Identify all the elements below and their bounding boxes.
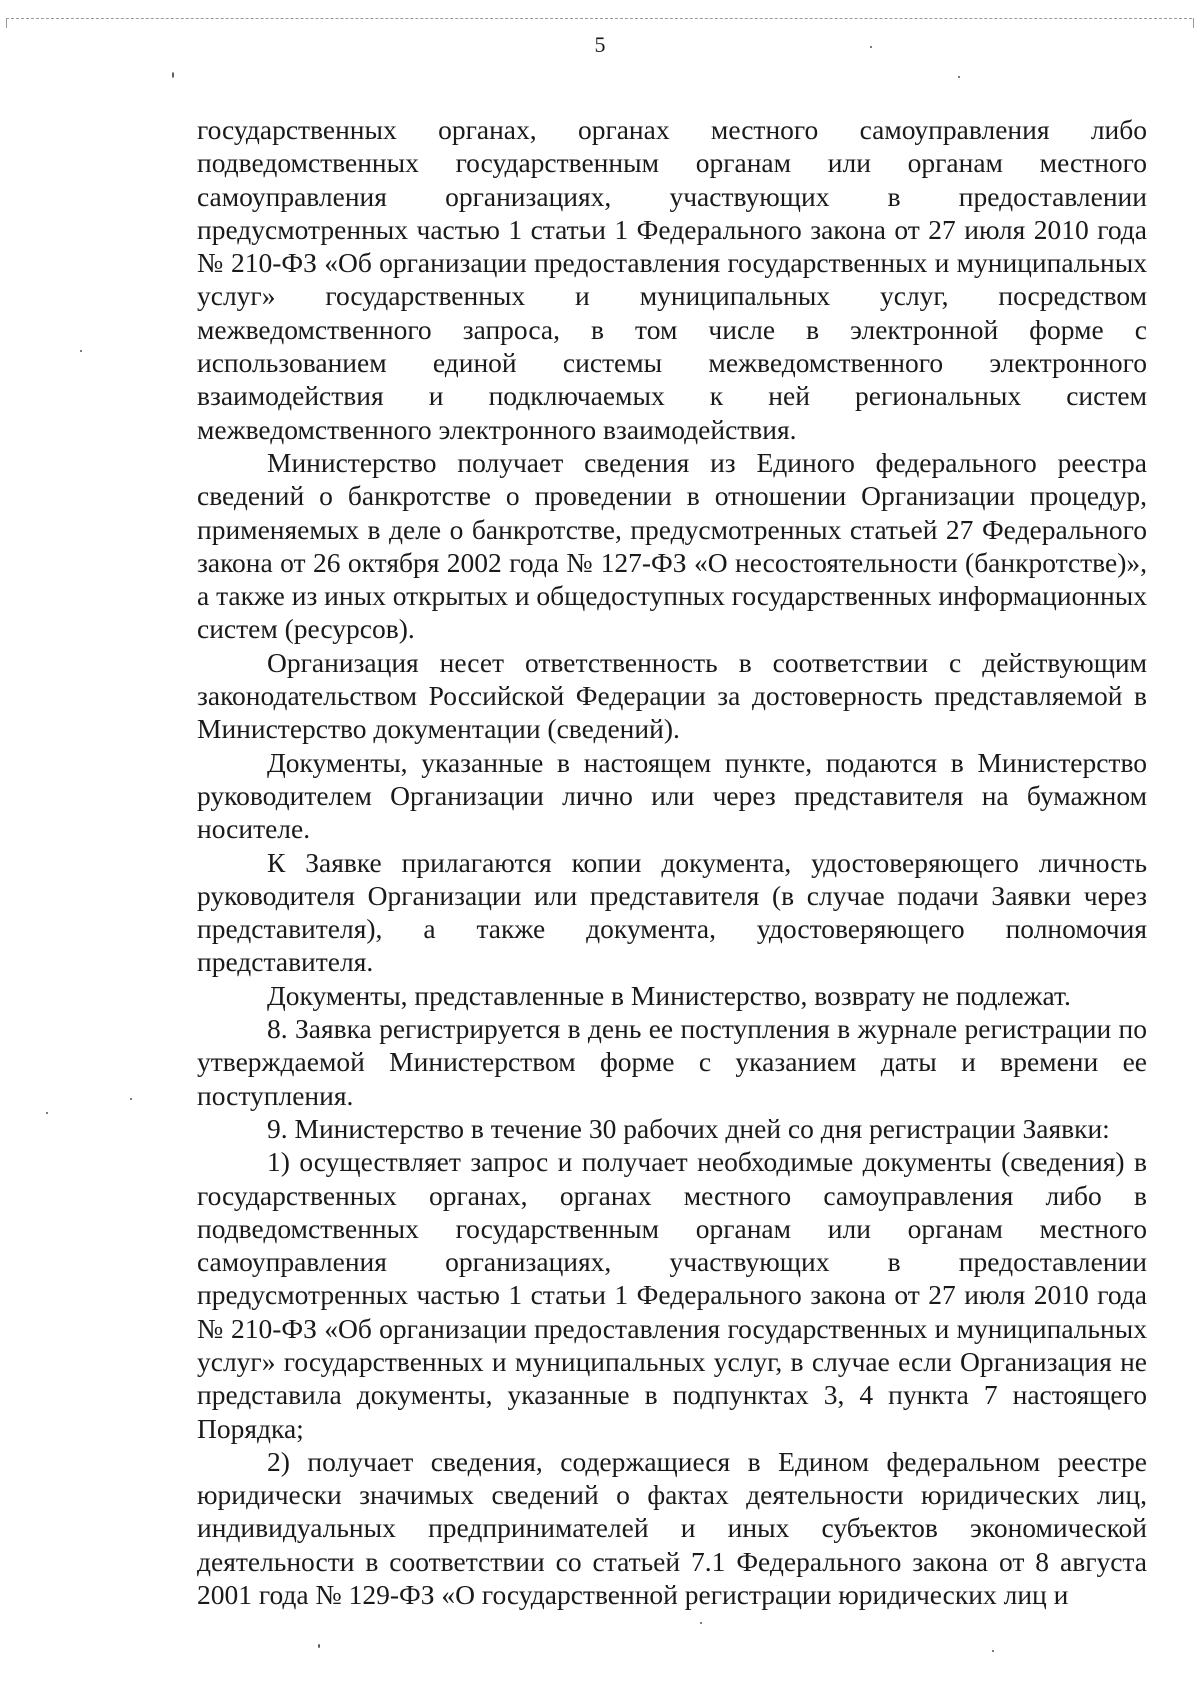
paragraph-item-8: 8. Заявка регистрируется в день ее поступления в журнале регистрации по утверждаемой Министерством форме с указанием даты и времени ее поступления. bbox=[197, 1013, 1147, 1111]
paragraph-subitem-2: 2) получает сведения, содержащиеся в Едином федеральном реестре юридически значимых сведений о фактах деятельности юридических лиц, индивидуальных предпринимателей и иных субъектов экономической деятельности в соответствии со статьей 7.1 Федерального закона от 8 августа 2001 года № 129-ФЗ «О государственной регистрации юридических лиц и bbox=[197, 1445, 1147, 1611]
paragraph-subitem-1: 1) осуществляет запрос и получает необходимые документы (сведения) в государственных органах, органах местного самоуправления либо в подведомственных государственным органам или органам местного самоуправления организациях, участвующих в предоставлении предусмотренных частью 1 статьи 1 Федерального закона от 27 июля 2010 года № 210-ФЗ «Об организации предоставления государственных и муниципальных услуг» государственных и муниципальных услуг, в случае если Организация не представила документы, указанные в подпунктах 3, 4 пункта 7 настоящего Порядка; bbox=[197, 1146, 1147, 1444]
scan-speck bbox=[958, 76, 960, 78]
paragraph-submission: Документы, указанные в настоящем пункте, подаются в Министерство руководителем Организации лично или через представителя на бумажном носителе. bbox=[197, 746, 1147, 845]
paragraph-attachments: К Заявке прилагаются копии документа, удостоверяющего личность руководителя Организации или представителя (в случае подачи Заявки через представителя), а также документа, удостоверяющего полномочия представителя. bbox=[197, 846, 1147, 978]
scan-speck bbox=[46, 1112, 48, 1114]
scan-speck bbox=[80, 350, 82, 352]
paragraph-responsibility: Организация несет ответственность в соответствии с действующим законодательством Российской Федерации за достоверность представляемой в Министерство документации (сведений). bbox=[197, 646, 1147, 745]
document-body bbox=[197, 113, 1147, 1611]
paragraph-continuation: государственных органах, органах местного самоуправления либо подведомственных государственным органам или органам местного самоуправления организациях, участвующих в предоставлении предусмотренных частью 1 статьи 1 Федерального закона от 27 июля 2010 года № 210-ФЗ «Об организации предоставления государственных и муниципальных услуг» государственных и муниципальных услуг, посредством межведомственного запроса, в том числе в электронной форме с использованием единой системы межведомственного электронного взаимодействия и подключаемых к ней региональных систем межведомственного электронного взаимодействия. bbox=[197, 114, 1147, 445]
scan-speck bbox=[870, 46, 872, 48]
scan-speck bbox=[318, 1644, 320, 1648]
scan-speck bbox=[992, 1650, 994, 1652]
scan-edge-right bbox=[1193, 18, 1194, 28]
scan-speck bbox=[130, 1098, 132, 1100]
scan-speck bbox=[700, 1622, 702, 1624]
page-number: 5 bbox=[594, 32, 606, 57]
scan-speck bbox=[172, 72, 174, 78]
scan-edge-left bbox=[6, 18, 7, 28]
paragraph-item-9: 9. Министерство в течение 30 рабочих дней со дня регистрации Заявки: bbox=[267, 1112, 1110, 1144]
paragraph-no-return: Документы, представленные в Министерство, возврату не подлежат. bbox=[267, 979, 1071, 1011]
paragraph-bankruptcy-registry: Министерство получает сведения из Единого федерального реестра сведений о банкротстве о проведении в отношении Организации процедур, применяемых в деле о банкротстве, предусмотренных статьей 27 Федерального закона от 26 октября 2002 года № 127-ФЗ «О несостоятельности (банкротстве)», а также из иных открытых и общедоступных государственных информационных систем (ресурсов). bbox=[197, 446, 1147, 645]
scan-edge-top bbox=[6, 18, 1192, 19]
